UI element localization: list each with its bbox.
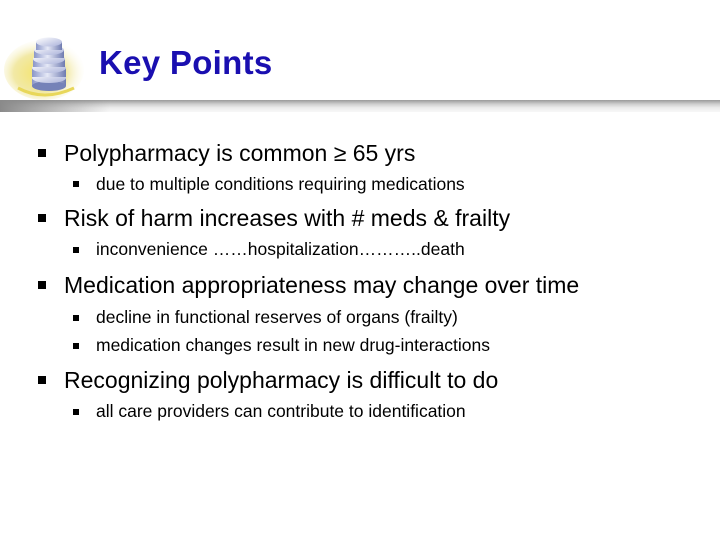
bullet-text: Recognizing polypharmacy is difficult to do bbox=[64, 367, 499, 393]
bullet-text: Polypharmacy is common ≥ 65 yrs bbox=[64, 140, 416, 166]
sub-bullet-text: all care providers can contribute to identification bbox=[96, 401, 466, 421]
square-bullet-icon bbox=[38, 376, 46, 384]
slide-title: Key Points bbox=[99, 44, 273, 81]
sub-bullet-text: due to multiple conditions requiring medications bbox=[96, 174, 465, 194]
square-bullet-icon bbox=[73, 247, 79, 253]
square-bullet-icon bbox=[73, 315, 79, 321]
square-bullet-icon bbox=[73, 343, 79, 349]
sub-bullet-text: inconvenience ……hospitalization………..death bbox=[96, 239, 465, 259]
stacked-coins-icon bbox=[4, 18, 104, 102]
bullet-text: Risk of harm increases with # meds & frailty bbox=[64, 205, 511, 231]
square-bullet-icon bbox=[38, 214, 46, 222]
square-bullet-icon bbox=[38, 281, 46, 289]
sub-bullet-text: decline in functional reserves of organs (frailty) bbox=[96, 307, 458, 327]
bullet-text: Medication appropriateness may change over time bbox=[64, 272, 580, 298]
sub-bullet-text: medication changes result in new drug-interactions bbox=[96, 335, 490, 355]
title-divider-shade bbox=[0, 100, 110, 112]
square-bullet-icon bbox=[38, 149, 46, 157]
square-bullet-icon bbox=[73, 409, 79, 415]
square-bullet-icon bbox=[73, 181, 79, 187]
